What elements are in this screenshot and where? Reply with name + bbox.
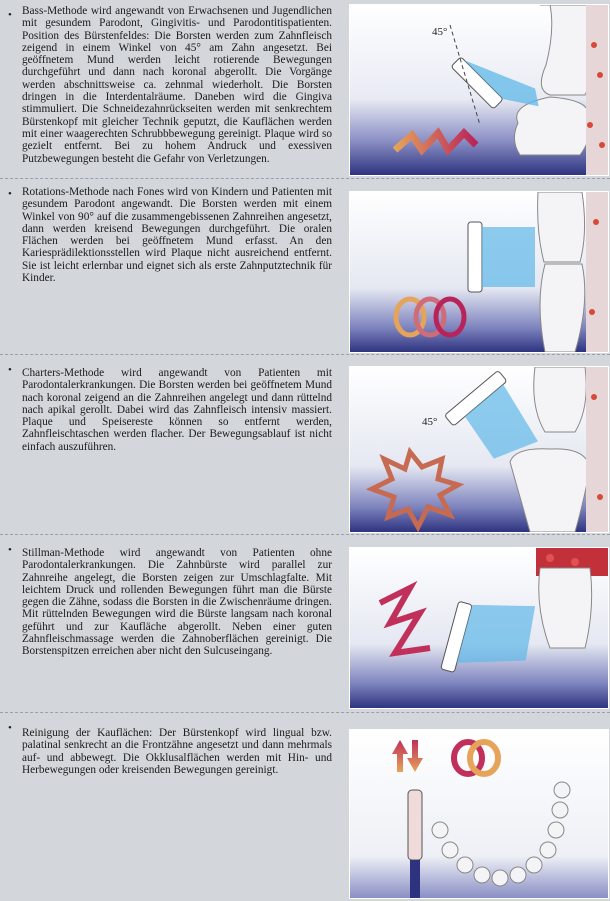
bullet: • xyxy=(8,722,12,734)
angle-label: 45° xyxy=(432,26,448,38)
bullet: • xyxy=(8,9,12,21)
charters-illustration xyxy=(349,366,609,533)
toothbrush-icon xyxy=(468,222,535,292)
fones-method-text: Rotations-Methode nach Fones wird von Kindern und Patienten mit gesundem Parodont angewandt. Die Borsten werden mit einem Winkel von 90° auf die zusammengebissenen Zahnreihen angesetzt, dann werden kreisend Bewegungen durchgeführt. Die oralen Flächen werden bei geöffnetem Mund erfasst. An den Kariesprädilektionsstellen wird Plaque nicht ausreichend entfernt. Sie ist leicht erlernbar und eignet sich als erste Zahnputztechnik für Kinder. xyxy=(22,186,332,285)
kauflaechen-illustration xyxy=(349,729,609,899)
tooth-icon xyxy=(539,568,592,648)
section-charters xyxy=(0,354,610,535)
stillman-method-text: Stillman-Methode wird angewandt von Patienten ohne Parodontalerkrankungen. Die Zahnbürste wird parallel zur Zahnreihe angelegt, die Borsten zeigen zur Umschlagfalte. Mit leichtem Druck und rollenden Bewegungen führt man die Bürste gegen die Zähne, sodass die Borsten in die Zwischenräume dringen. Mit rüttelnden Bewegungen wird die Bürste langsam nach koronal geführt und zur Kaufläche abgerollt. Neben einer guten Zahnfleischmassage werden die Zahnoberflächen gereinigt. Die Borstenspitzen erreichen aber nicht den Sulcuseingang. xyxy=(22,547,332,658)
charters-method-text: Charters-Methode wird angewandt von Patienten mit Parodontalerkrankungen. Die Borsten werden bei geöffnetem Mund nach koronal zeigend an die Zahnreihen angelegt und dann rüttelnd nach apikal gerollt. Dabei wird das Zahnfleisch intensiv massiert. Plaque und Speisereste können so entfernt werden, Zahnfleischtaschen werden flacher. Der Bewegungsablauf ist nicht einfach auszuführen. xyxy=(22,367,332,453)
stillman-illustration xyxy=(349,547,609,709)
kauflaechen-text: Reinigung der Kauflächen: Der Bürstenkopf wird lingual bzw. palatinal senkrecht an die Frontzähne angesetzt und dann mehrmals auf- und abbewegt. Die Okklusalflächen werden mit Hin- und Herbewegungen oder kreisenden Bewegungen gereinigt. xyxy=(22,727,332,776)
bass-method-text: Bass-Methode wird angewandt von Erwachsenen und Jugendlichen mit gesundem Parodont, Gingivitis- und Parodontitispatienten. Position des Bürstenfeldes: Die Borsten werden zum Zahnfleisch zeigend in einem Winkel von 45° am Zahn angesetzt. Bei geöffnetem Mund werden leicht rotierende Bewegungen durchgeführt und dann nach koronal abgerollt. Die Vorgänge werden abschnittsweise ca. zehnmal wiederholt. Die Borsten dringen in die Interdentalräume. Daneben wird die Gingiva stimmuliert. Die Schneidezahnrückseiten werden mit senkrechtem Bürstenkopf mit gleicher Technik geputzt, die Kauflächen werden mit einer waagerechten Schrubbbewegung gereinigt. Plaque wird so gezielt entfernt. Bei zu hohem Andruck und exessiven Putzbewegungen besteht die Gefahr von Verletzungen. xyxy=(22,5,332,165)
bullet: • xyxy=(8,364,12,376)
section-stillman xyxy=(0,534,610,713)
fones-illustration xyxy=(349,191,609,353)
toothbrush-icon xyxy=(408,790,422,898)
section-bass xyxy=(0,0,610,178)
section-kauflaechen xyxy=(0,712,610,901)
bass-illustration xyxy=(349,4,609,176)
angle-label: 45° xyxy=(422,416,438,428)
tooth-icon xyxy=(538,192,608,352)
section-fones xyxy=(0,178,610,355)
bullet: • xyxy=(8,544,12,556)
bullet: • xyxy=(8,188,12,200)
